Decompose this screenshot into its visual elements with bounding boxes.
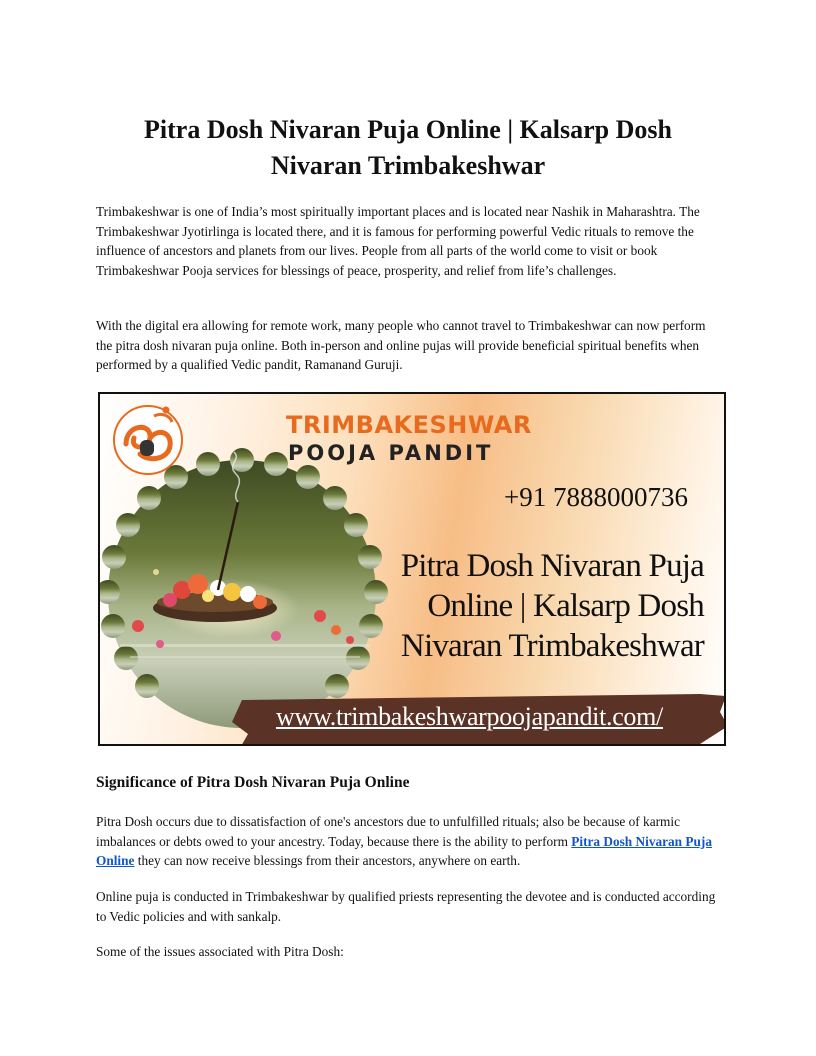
brand-name-line-2: POOJA PANDIT	[288, 441, 494, 465]
intro-paragraph-2: With the digital era allowing for remote work, many people who cannot travel to Trimbakeshwar can now perform the pitra dosh nivaran puja online. Both in-person and online pujas will provide beneficial spiritual benefits when performed by a qualified Vedic pandit, Ramanand Guruji.	[96, 318, 706, 373]
banner-phone-number: +91 7888000736	[504, 482, 688, 512]
page-title: Pitra Dosh Nivaran Puja Online | Kalsarp Dosh Nivaran Trimbakeshwar	[144, 115, 672, 180]
section-paragraph-1	[96, 812, 720, 871]
puja-banner-image	[98, 392, 726, 746]
paragraph-text: Pitra Dosh occurs due to dissatisfaction of one's ancestors due to unfulfilled rituals; also be because of karmic imbalances or debts owed to your ancestry. Today, because there is the ability to perform	[96, 814, 680, 849]
banner-title: Pitra Dosh Nivaran Puja Online | Kalsarp Dosh Nivaran Trimbakeshwar	[400, 548, 704, 664]
banner-website-url: www.trimbakeshwarpoojapandit.com/	[276, 702, 663, 731]
brand-name-line-1: TRIMBAKESHWAR	[286, 411, 532, 439]
section-paragraph-3: Some of the issues associated with Pitra Dosh:	[96, 944, 344, 959]
intro-paragraph-1: Trimbakeshwar is one of India’s most spiritually important places and is located near Nashik in Maharashtra. The Trimbakeshwar Jyotirlinga is located there, and it is famous for performing powerful Vedic rituals to remove the influence of ancestors and planets from our lives. People from all parts of the world come to visit or book Trimbakeshwar Pooja services for blessings of peace, prosperity, and relief from life’s challenges.	[96, 204, 700, 279]
pitra-dosh-puja-link[interactable]: Pitra Dosh Nivaran Puja Online	[96, 833, 712, 869]
paragraph-text: they can now receive blessings from their ancestors, anywhere on earth.	[134, 853, 521, 869]
om-logo-icon	[114, 406, 182, 474]
section-paragraph-2: Online puja is conducted in Trimbakeshwar by qualified priests representing the devotee and is conducted according to Vedic policies and with sankalp.	[96, 889, 716, 924]
section-heading: Significance of Pitra Dosh Nivaran Puja Online	[96, 774, 410, 791]
